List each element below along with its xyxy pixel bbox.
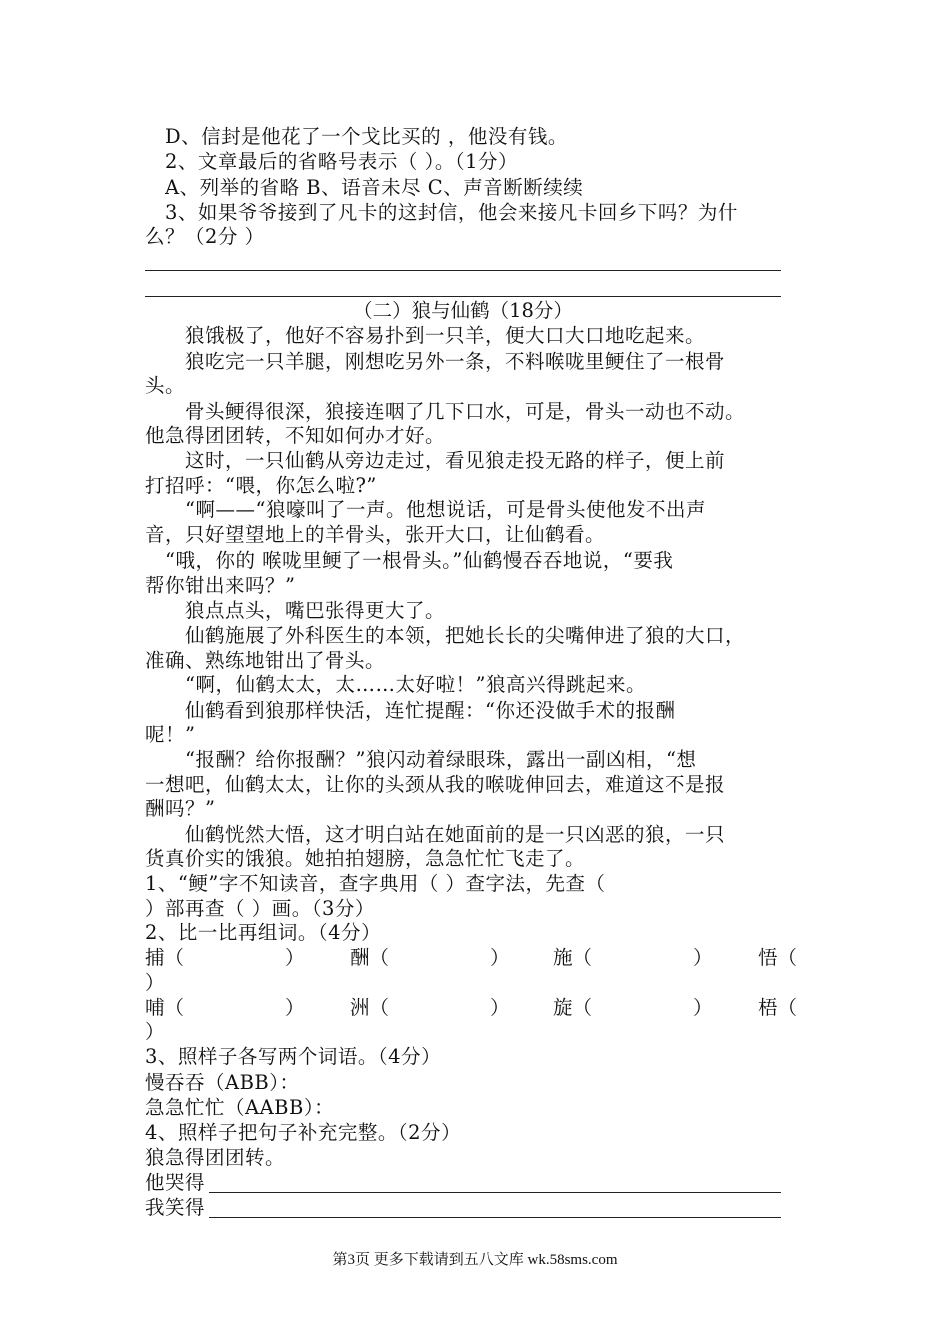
paragraph: “报酬？给你报酬？”狼闪动着绿眼珠，露出一副凶相，“想 [185, 748, 697, 771]
paragraph: 呢！” [145, 723, 196, 746]
paren-close: ） [693, 946, 713, 969]
question-4: 4、照样子把句子补充完整。（2分） [145, 1121, 462, 1144]
paragraph: 这时，一只仙鹤从旁边走过，看见狼走投无路的样子，便上前 [185, 449, 726, 472]
paragraph: 打招呼：“喂，你怎么啦?” [145, 474, 377, 497]
paragraph: 一想吧，仙鹤太太，让你的头颈从我的喉咙伸回去，难道这不是报 [145, 773, 726, 796]
paragraph: 帮你钳出来吗？” [145, 574, 296, 597]
paragraph: 仙鹤施展了外科医生的本领，把她长长的尖嘴伸进了狼的大口， [185, 624, 746, 647]
paragraph: 准确、熟练地钳出了骨头。 [145, 649, 386, 672]
paren-close: ） [490, 946, 510, 969]
paren-close-wrap: ） [145, 971, 166, 994]
paren-close-wrap: ） [145, 1020, 166, 1043]
paragraph: “哦，你的 喉咙里鲠了一根骨头。”仙鹤慢吞吞地说，“要我 [165, 549, 674, 572]
paragraph: “啊，仙鹤太太，太……太好啦！”狼高兴得跳起来。 [185, 673, 646, 696]
question-4-line-a: 他哭得 [145, 1171, 206, 1194]
question-2: 2、比一比再组词。（4分） [145, 921, 382, 944]
question-3-abb: 慢吞吞（ABB）： [145, 1071, 300, 1094]
char-cell: 旋（ [553, 996, 593, 1019]
paragraph: 狼吃完一只羊腿，刚想吃另外一条，不料喉咙里鲠住了一根骨 [185, 350, 726, 373]
paragraph: 音，只好望望地上的羊骨头，张开大口，让仙鹤看。 [145, 523, 606, 546]
char-cell: 梧（ [758, 996, 798, 1019]
char-cell: 捕（ [145, 946, 185, 969]
paragraph: 狼饿极了，他好不容易扑到一只羊，便大口大口地吃起来。 [185, 324, 706, 347]
answer-line-1 [145, 270, 781, 271]
paren-close: ） [285, 996, 305, 1019]
paragraph: 头。 [145, 374, 186, 397]
paragraph: 狼点点头，嘴巴张得更大了。 [185, 599, 446, 622]
paragraph: 货真价实的饿狼。她拍拍翅膀，急急忙忙飞走了。 [145, 847, 586, 870]
answer-line-a [209, 1192, 781, 1193]
question-3-aabb: 急急忙忙（AABB）： [145, 1096, 335, 1119]
char-cell: 悟（ [758, 946, 798, 969]
question-3-line1: 3、如果爷爷接到了凡卡的这封信，他会来接凡卡回乡下吗？为什 [165, 201, 738, 224]
paragraph: 仙鹤恍然大悟，这才明白站在她面前的是一只凶恶的狼，一只 [185, 823, 726, 846]
question-2-options: A、列举的省略 B、语音未尽 C、声音断断续续 [165, 176, 584, 199]
answer-line-b [209, 1217, 781, 1218]
page-footer: 第3页 更多下载请到五八文库 wk.58sms.com [332, 1252, 618, 1268]
char-cell: 酬（ [350, 946, 390, 969]
paren-close: ） [693, 996, 713, 1019]
paragraph: “啊——“狼嚎叫了一声。他想说话，可是骨头使他发不出声 [185, 498, 706, 521]
answer-line-2 [145, 296, 781, 297]
paren-close: ） [285, 946, 305, 969]
question-2: 2、文章最后的省略号表示（ ）。（1分） [165, 150, 519, 173]
paragraph: 仙鹤看到狼那样快活，连忙提醒：“你还没做手术的报酬 [185, 699, 676, 722]
section-title: （二）狼与仙鹤（18分） [353, 299, 573, 322]
paragraph: 他急得团团转，不知如何办才好。 [145, 424, 446, 447]
option-d: D、信封是他花了一个戈比买的 ，他没有钱。 [165, 125, 568, 148]
question-3-line2: 么？（2分 ） [145, 225, 265, 248]
char-cell: 施（ [553, 946, 593, 969]
question-1-line1: 1、“鲠”字不知读音，查字典用（ ）查字法，先查（ [145, 872, 606, 895]
question-4-example: 狼急得团团转。 [145, 1146, 286, 1169]
char-cell: 洲（ [350, 996, 390, 1019]
question-1-line2: ）部再查（ ）画。（3分） [145, 897, 375, 920]
paren-close: ） [490, 996, 510, 1019]
question-3: 3、照样子各写两个词语。（4分） [145, 1045, 442, 1068]
paragraph: 骨头鲠得很深，狼接连咽了几下口水，可是，骨头一动也不动。 [185, 400, 746, 423]
char-cell: 哺（ [145, 996, 185, 1019]
paragraph: 酬吗？” [145, 797, 216, 820]
question-4-line-b: 我笑得 [145, 1196, 206, 1219]
